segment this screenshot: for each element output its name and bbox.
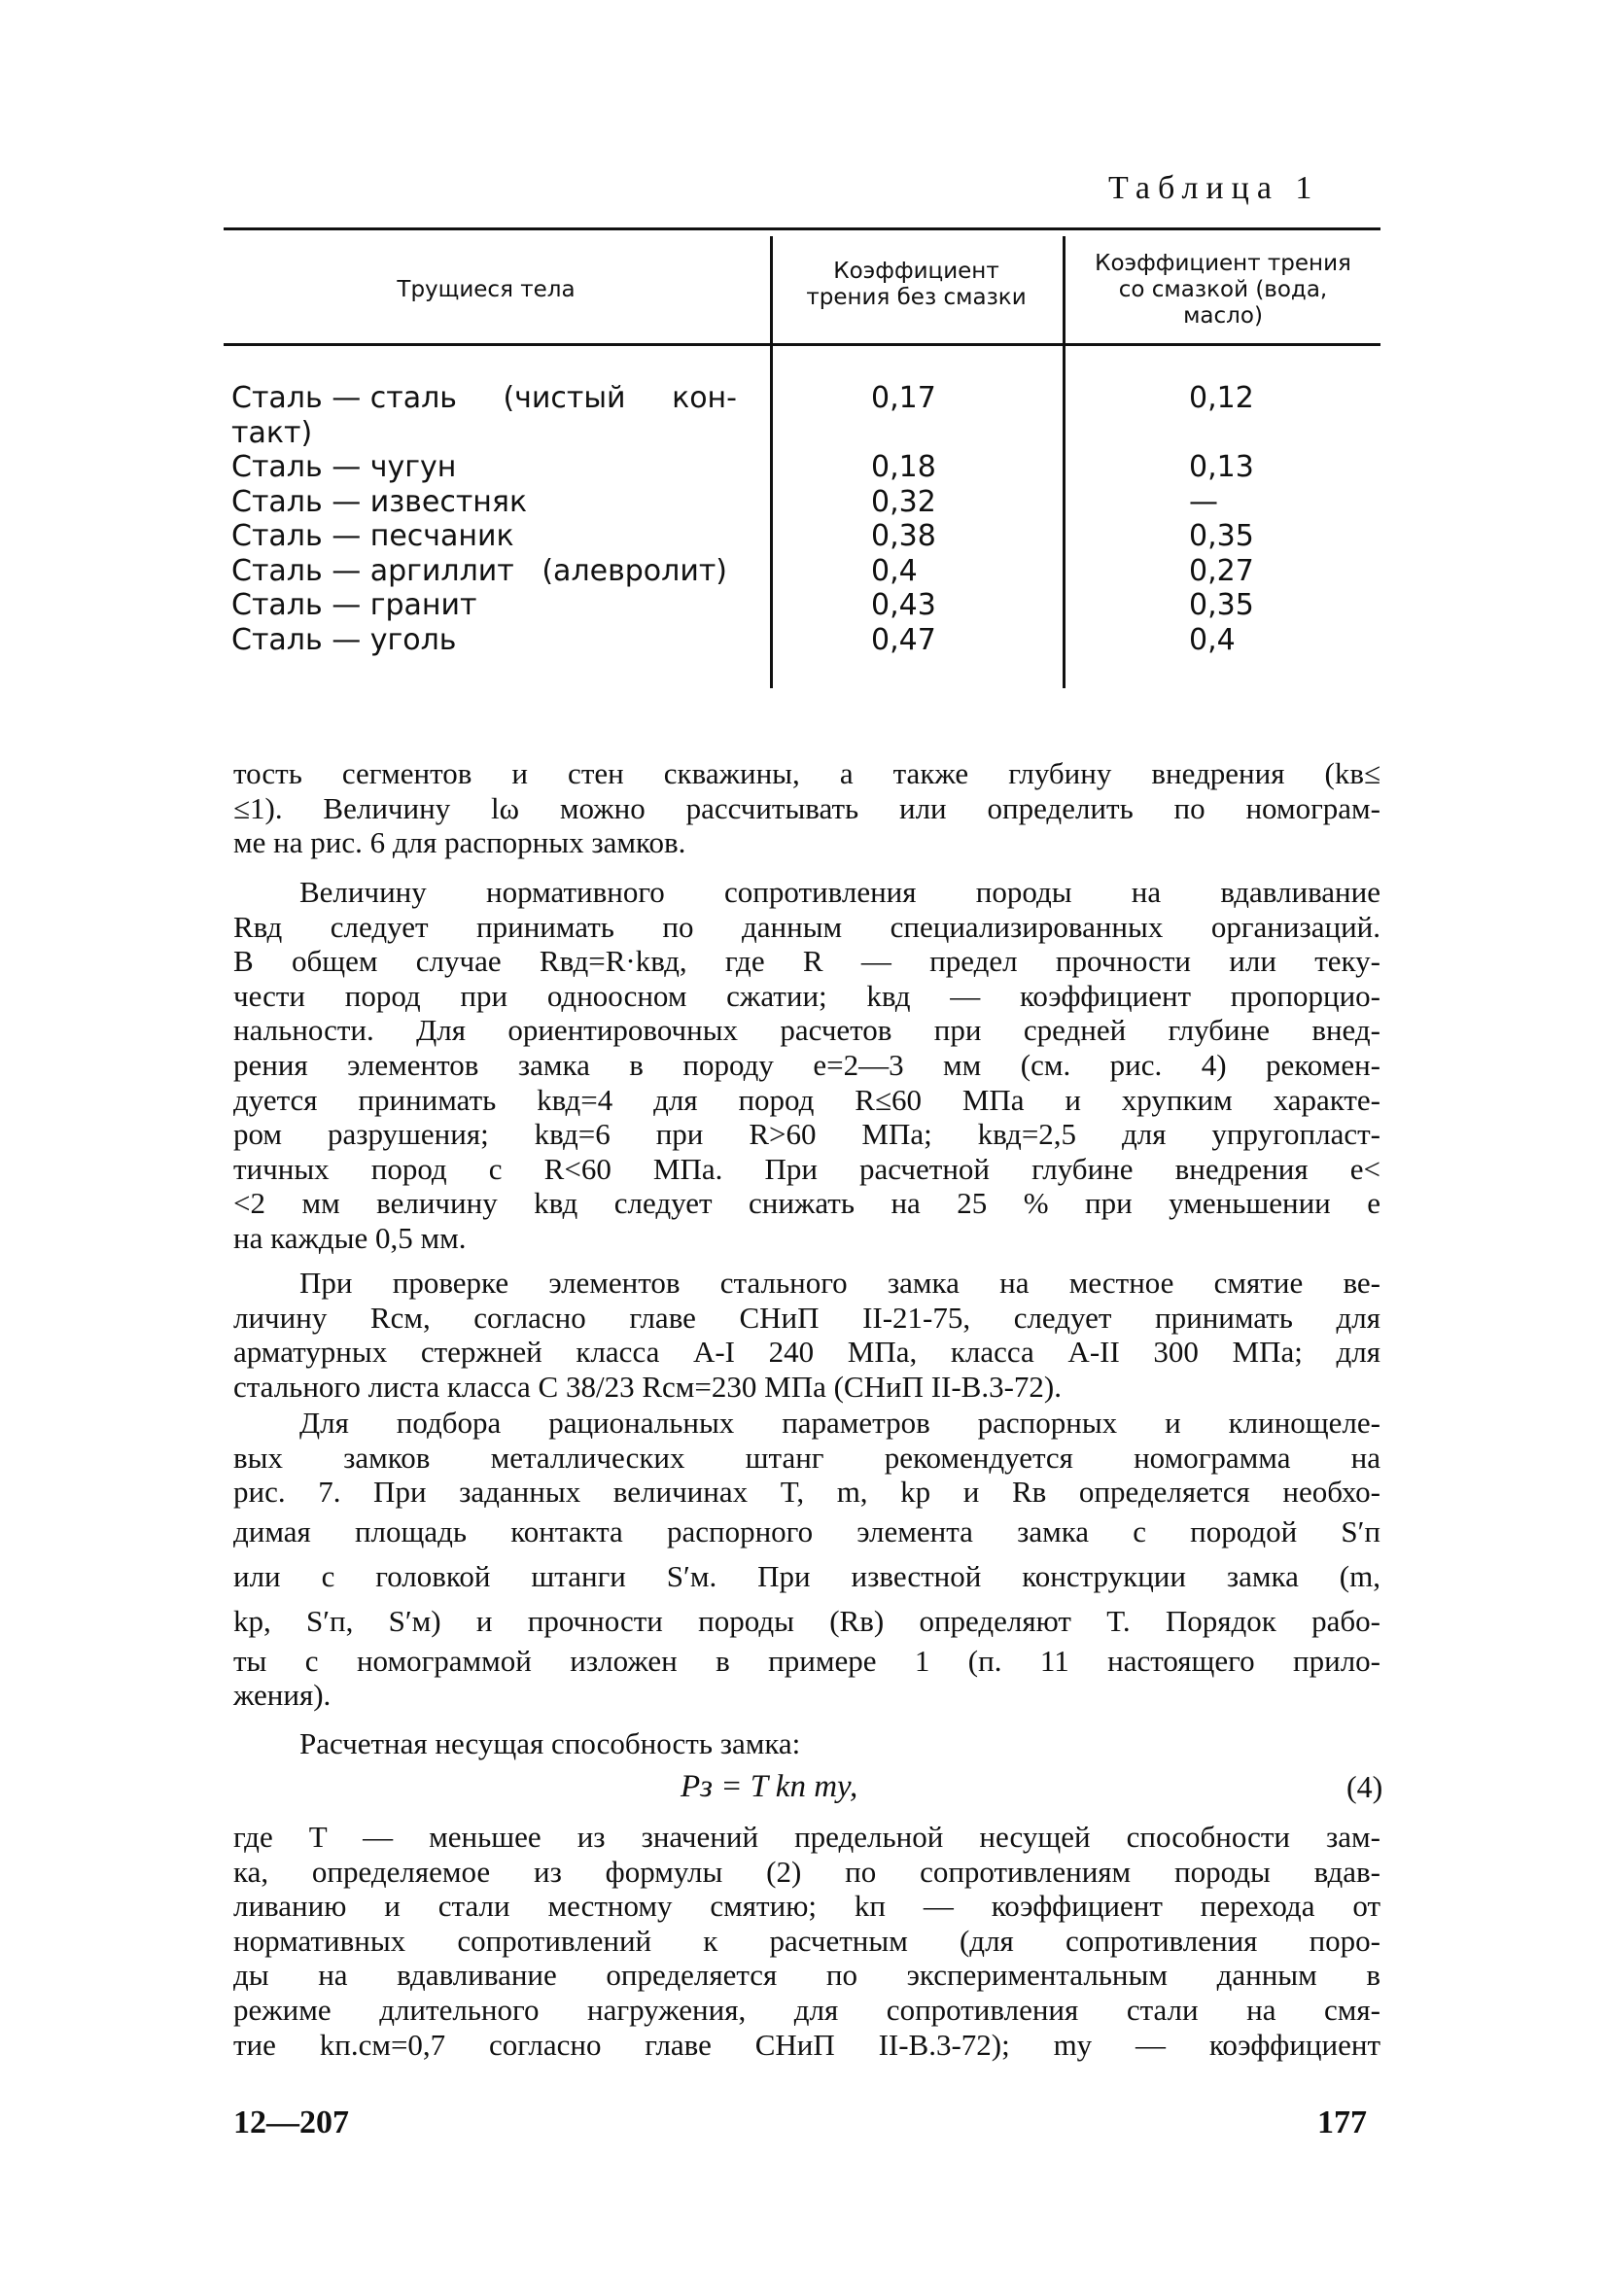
paragraph-3: [233, 1266, 1380, 1404]
text-line: Расчетная несущая способность замка:: [299, 1726, 801, 1760]
header-lubricated-friction: [1066, 251, 1380, 330]
text-line: ливанию и стали местному смятию; kп — коэффициент перехода от: [233, 1889, 1380, 1924]
paragraph-2: [233, 875, 1380, 1256]
lub-value: 0,4: [1189, 622, 1236, 657]
text-line: нальности. Для ориентировочных расчетов при средней глубине внед-: [233, 1013, 1380, 1048]
text-line: чести пород при одноосном сжатии; kвд — коэффициент пропорцио-: [233, 978, 1380, 1013]
table-row: Сталь — уголь: [231, 622, 457, 657]
dry-value: 0,47: [871, 622, 936, 657]
paragraph-1: [233, 756, 1380, 860]
text-line: вых замков металлических штанг рекомендуется номограмма на: [233, 1440, 1380, 1475]
text-line: kр, S′п, S′м) и прочности породы (Rв) определяют T. Порядок рабо-: [233, 1603, 1380, 1638]
paragraph-6: [233, 1820, 1380, 2062]
table-row: Сталь — чугун: [231, 450, 457, 484]
text-line: стального листа класса С 38/23 Rсм=230 МПа (СНиП II-В.3-72).: [233, 1369, 1063, 1404]
text-line: тие kп.см=0,7 согласно главе СНиП II-В.3-72); mу — коэффициент: [233, 2027, 1380, 2062]
text-line: ≤1). Величину lω можно рассчитывать или определить по номограм-: [233, 790, 1380, 825]
signature-mark: 12—207: [233, 2105, 349, 2140]
row1-right: кон-: [672, 381, 737, 415]
table-header-rule: [224, 343, 1380, 346]
lub-value: 0,12: [1189, 381, 1254, 415]
table-row: [231, 381, 737, 416]
lub-value: 0,27: [1189, 553, 1254, 588]
dry-value: 0,4: [871, 553, 918, 588]
column-dry: [871, 381, 936, 657]
header-bodies: Трущиеся тела: [397, 277, 576, 302]
text-line: ды на вдавливание определяется по экспериментальным данным в: [233, 1958, 1380, 1993]
text-line: димая площадь контакта распорного элемента замка с породой S′п: [233, 1513, 1380, 1548]
text-line: тичных пород с R<60 МПа. При расчетной глубине внедрения e<: [233, 1151, 1380, 1186]
formula: Pз = T kп mу,: [681, 1769, 858, 1804]
dry-value: 0,18: [871, 450, 936, 484]
dry-value: 0,38: [871, 519, 936, 553]
table-row: Сталь — гранит: [231, 588, 477, 622]
text-line: рения элементов замка в породу e=2—3 мм (см. рис. 4) рекомен-: [233, 1047, 1380, 1082]
text-line: личину Rсм, согласно главе СНиП II-21-75, следует принимать для: [233, 1300, 1380, 1335]
text-line: режиме длительного нагружения, для сопротивления стали на смя-: [233, 1992, 1380, 2027]
column-bodies: [231, 381, 737, 657]
table-row: Сталь — аргиллит (алевролит): [231, 553, 727, 588]
text-line: ты с номограммой изложен в примере 1 (п. 11 настоящего прило-: [233, 1643, 1380, 1678]
equation-number: (4): [1346, 1769, 1383, 1804]
text-line: ме на рис. 6 для распорных замков.: [233, 825, 686, 860]
text-line: нормативных сопротивлений к расчетным (для сопротивления поро-: [233, 1923, 1380, 1958]
lub-value: —: [1189, 484, 1218, 519]
text-line: ром разрушения; kвд=6 при R>60 МПа; kвд=2,5 для упругопласт-: [233, 1117, 1380, 1152]
lub-value: 0,35: [1189, 588, 1254, 622]
text-line: или с головкой штанги S′м. При известной конструкции замка (m,: [233, 1558, 1380, 1593]
text-line: где T — меньшее из значений предельной несущей способности зам-: [233, 1820, 1380, 1854]
text-line: жения).: [233, 1678, 332, 1713]
paragraph-4: [233, 1406, 1380, 1713]
column-lubricated: [1189, 381, 1254, 657]
text-line: тость сегментов и стен скважины, а также глубину внедрения (kв≤: [233, 756, 1380, 790]
text-line: ка, определяемое из формулы (2) по сопротивлениям породы вдав-: [233, 1854, 1380, 1889]
text-line: на каждые 0,5 мм.: [233, 1220, 467, 1255]
text-line: дуется принимать kвд=4 для пород R≤60 МПа и хрупким характе-: [233, 1082, 1380, 1117]
page-number: 177: [1317, 2105, 1367, 2140]
dry-value: 0,43: [871, 588, 936, 622]
text-line: В общем случае Rвд=R·kвд, где R — предел прочности или теку-: [233, 944, 1380, 979]
header-lub-line2: со смазкой (вода,: [1118, 277, 1328, 302]
header-dry-friction: [773, 259, 1060, 311]
text-line: Для подбора рациональных параметров распорных и клинощеле-: [299, 1406, 1380, 1440]
text-line: арматурных стержней класса А-I 240 МПа, класса А-II 300 МПа; для: [233, 1335, 1380, 1370]
row1-continuation: такт): [231, 415, 313, 450]
text-line: Величину нормативного сопротивления породы на вдавливание: [299, 875, 1380, 909]
header-lub-line3: масло): [1183, 303, 1263, 329]
text-line: Rвд следует принимать по данным специализированных организаций.: [233, 909, 1380, 944]
text-line: рис. 7. При заданных величинах T, m, kр и Rв определяется необхо-: [233, 1475, 1380, 1510]
header-lub-line1: Коэффициент трения: [1095, 251, 1351, 276]
lub-value: 0,13: [1189, 450, 1254, 484]
text-line: При проверке элементов стального замка на местное смятие ве-: [299, 1266, 1380, 1300]
table-row: Сталь — известняк: [231, 484, 528, 519]
dry-value: 0,32: [871, 484, 936, 519]
lub-value: 0,35: [1189, 519, 1254, 553]
row1-left: Сталь — сталь: [231, 381, 457, 415]
table-row: Сталь — песчаник: [231, 519, 514, 553]
table-top-rule: [224, 227, 1380, 230]
header-dry-line1: Коэффициент: [833, 259, 999, 284]
table-caption: Таблица 1: [1108, 170, 1320, 206]
text-line: <2 мм величину kвд следует снижать на 25 % при уменьшении e: [233, 1186, 1380, 1221]
paragraph-5: [233, 1726, 1380, 1761]
header-dry-line2: трения без смазки: [806, 285, 1027, 310]
dry-value: 0,17: [871, 381, 936, 415]
row1-mid: (чистый: [503, 381, 626, 415]
